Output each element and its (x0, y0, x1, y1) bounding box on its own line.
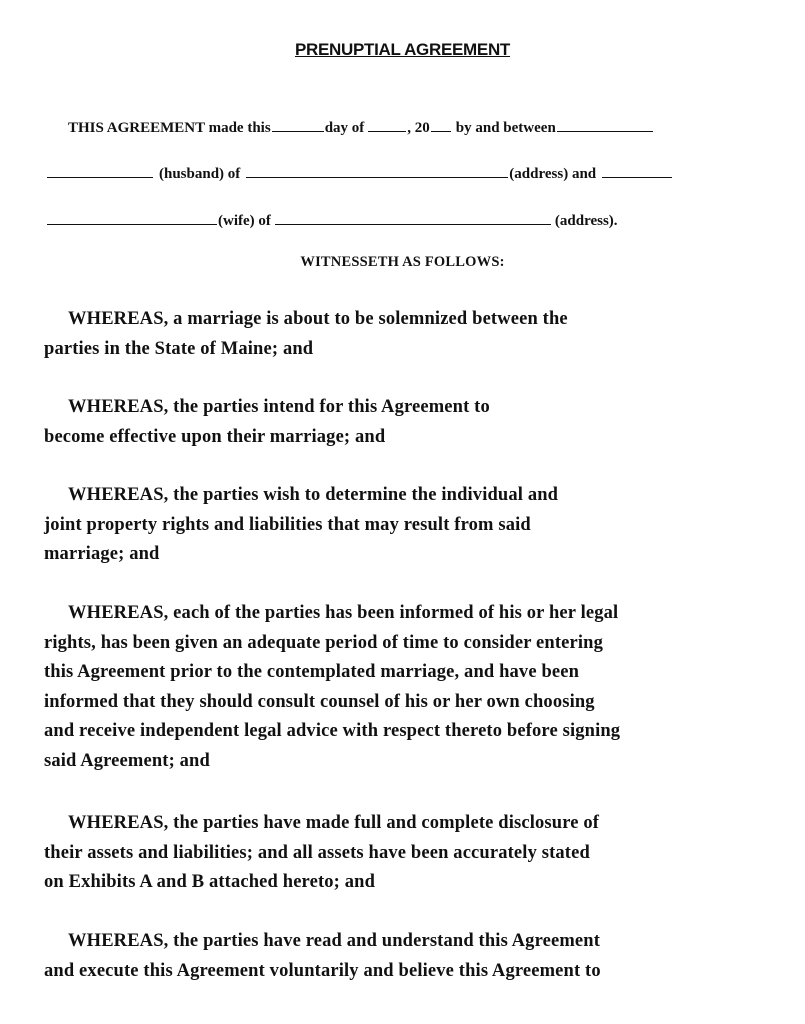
paragraph-line: and execute this Agreement voluntarily and believe this Agreement to (44, 960, 601, 981)
paragraph-line: this Agreement prior to the contemplated marriage, and have been (44, 662, 580, 682)
wife-name-blank[interactable] (47, 210, 217, 225)
paragraph-line: and receive independent legal advice with respect thereto before signing (44, 721, 621, 741)
paragraph-line: WHEREAS, the parties have made full and complete disclosure of (68, 813, 600, 833)
intro-line-2 (46, 163, 673, 183)
whereas-paragraph-6 (44, 927, 774, 986)
paragraph-line: joint property rights and liabilities that may result from said (44, 514, 531, 535)
intro-line-3 (46, 210, 618, 230)
paragraph-line: WHEREAS, a marriage is about to be solemnized between the (68, 309, 568, 329)
paragraph-line: WHEREAS, the parties wish to determine the individual and (68, 485, 559, 505)
document-title: PRENUPTIAL AGREEMENT (294, 40, 511, 59)
whereas-paragraph-3 (44, 481, 774, 570)
whereas-paragraph-1 (44, 305, 774, 364)
party-two-blank[interactable] (602, 163, 672, 178)
paragraph-line: become effective upon their marriage; and (44, 426, 386, 447)
witnesseth-heading: WITNESSETH AS FOLLOWS: (300, 254, 505, 270)
year-blank[interactable] (431, 117, 451, 132)
paragraph-line: parties in the State of Maine; and (44, 338, 314, 359)
paragraph-line: informed that they should consult counsel of his or her own choosing (44, 691, 595, 712)
party-one-blank[interactable] (557, 117, 653, 132)
day-blank[interactable] (272, 117, 324, 132)
whereas-paragraph-5 (44, 809, 774, 898)
intro-day-of: day of (324, 120, 365, 136)
husband-address-blank[interactable] (246, 163, 508, 178)
intro-address-end: (address). (554, 213, 618, 229)
intro-line-1 (68, 117, 654, 137)
intro-address-and: (address) and (509, 166, 597, 182)
whereas-paragraph-4 (44, 599, 774, 776)
paragraph-line: WHEREAS, the parties intend for this Agreement to (68, 397, 490, 417)
paragraph-line: WHEREAS, the parties have read and understand this Agreement (68, 931, 601, 951)
intro-year-prefix: , 20 (407, 120, 430, 136)
paragraph-line: their assets and liabilities; and all assets have been accurately stated (44, 842, 590, 863)
wife-address-blank[interactable] (275, 210, 551, 225)
paragraph-line: rights, has been given an adequate period of time to consider entering (44, 632, 603, 653)
intro-husband: (husband) of (159, 166, 241, 182)
paragraph-line: said Agreement; and (44, 750, 210, 771)
intro-prefix: THIS AGREEMENT made this (68, 120, 271, 136)
paragraph-line: WHEREAS, each of the parties has been informed of his or her legal (68, 603, 619, 623)
paragraph-line: marriage; and (44, 544, 160, 564)
intro-wife: (wife) of (218, 213, 271, 229)
husband-name-blank[interactable] (47, 163, 153, 178)
intro-by-between: by and between (455, 120, 556, 136)
whereas-paragraph-2 (44, 393, 774, 452)
month-blank[interactable] (368, 117, 406, 132)
paragraph-line: on Exhibits A and B attached hereto; and (44, 872, 376, 892)
